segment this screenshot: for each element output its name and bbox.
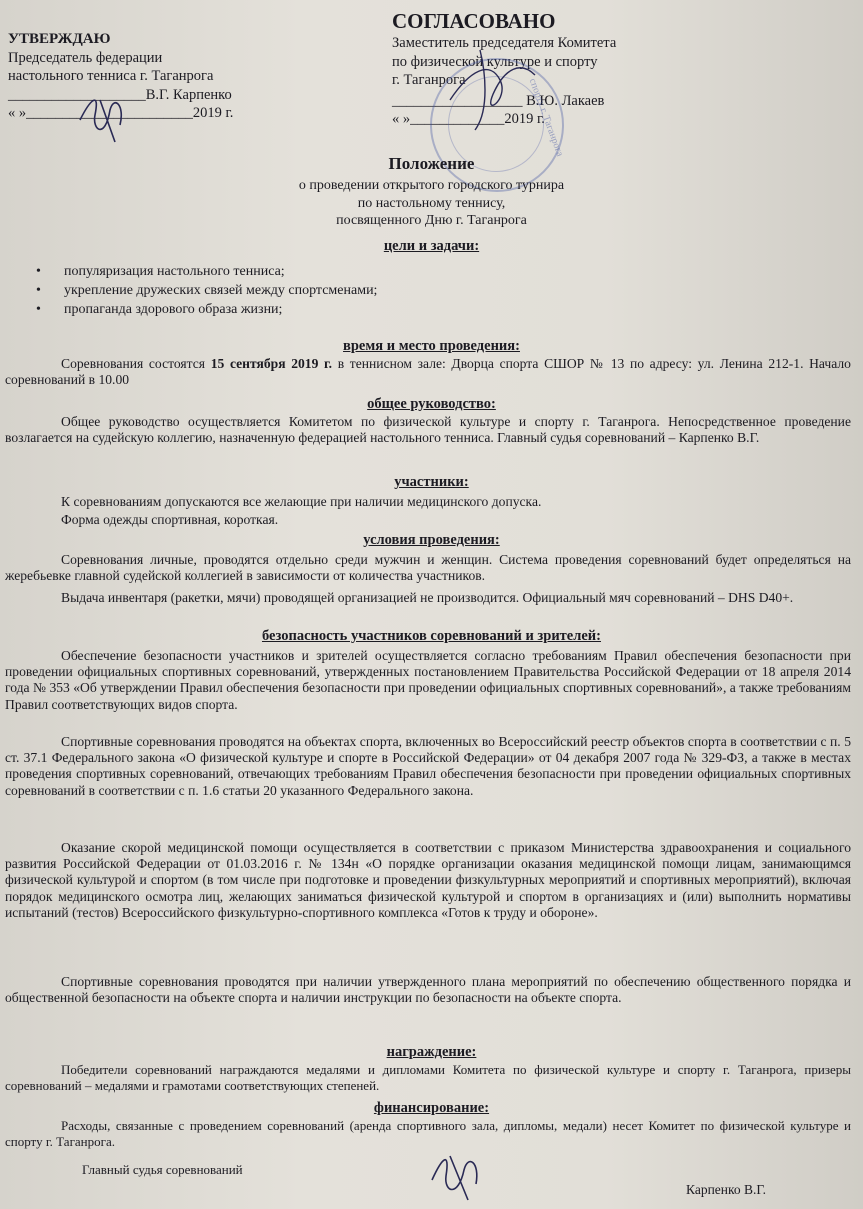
safety-p4-content: Спортивные соревнования проводятся при наличии утвержденного плана мероприятий по обеспечению общественного порядка и общественной безопасности на объекте спорта и наличии инструкции по безопасности на объекте спорта. — [5, 974, 851, 1006]
place-date: 15 сентября 2019 г. — [210, 356, 333, 371]
conditions-p1-content: Соревнования личные, проводятся отдельно среди мужчин и женщин. Система проведения соревнований будет определяться на жеребьевке главной судейской коллегией в зависимости от количества участников. — [5, 552, 851, 584]
participants-heading: участники: — [394, 474, 469, 490]
signature-lakaev — [440, 40, 550, 140]
place-heading: время и место проведения: — [343, 338, 520, 354]
subtitle-line-1: о проведении открытого городского турнира — [298, 178, 565, 193]
agreed-line-1: Заместитель председателя Комитета — [392, 35, 617, 51]
safety-p1 — [5, 648, 851, 713]
document-title: Положение — [388, 154, 475, 173]
approve-line-2: настольного тенниса г. Таганрога — [8, 68, 214, 84]
finance-heading: финансирование: — [373, 1100, 490, 1116]
goal-item: • популяризация настольного тенниса; — [36, 262, 736, 281]
approve-line-1: Председатель федерации — [8, 49, 163, 66]
management-text-content: Общее руководство осуществляется Комитетом по физической культуре и спорту г. Таганрога. Непосредственное проведение возлагается на судейскую коллегию, назначенную федерацией настольного тенниса. Главный судья соревнований – Карпенко В.Г. — [5, 414, 851, 446]
approve-block — [8, 30, 338, 123]
goal-item: • пропаганда здорового образа жизни; — [36, 300, 736, 319]
agreed-line-2: по физической культуре и спорту — [392, 53, 598, 70]
subtitle-line-2: по настольному теннису, — [357, 195, 506, 211]
goals-list — [36, 262, 736, 319]
goal-item: • укрепление дружеских связей между спортсменами; — [36, 281, 736, 300]
safety-p2 — [5, 734, 851, 799]
approve-line-3: ___________________В.Г. Карпенко — [8, 86, 232, 103]
safety-heading: безопасность участников соревнований и зрителей: — [261, 628, 601, 644]
management-text — [5, 414, 851, 446]
conditions-heading: условия проведения: — [363, 532, 500, 548]
agreed-title: СОГЛАСОВАНО — [392, 9, 556, 33]
safety-p2-content: Спортивные соревнования проводятся на объектах спорта, включенных во Всероссийский реестр объектов спорта в соответствии с п. 5 ст. 37.1 Федерального закона «О физической культуре и спорте в Российской Федерации» от 04 декабря 2007 года № 329-ФЗ, а также в местах проведения спортивных соревнований, отвечающих требованиям Правил обеспечения безопасности при проведении официальных спортивных соревнований в соответствии с п. 1.6 статьи 20 указанного Федерального закона. — [5, 734, 851, 798]
management-heading: общее руководство: — [367, 396, 496, 412]
agreed-line-4: __________________ В.Ю. Лакаев — [392, 92, 605, 109]
signature-karpenko-top — [70, 80, 140, 150]
approve-line-4: « »_______________________2019 г. — [8, 105, 234, 121]
footer-name: Карпенко В.Г. — [686, 1182, 767, 1197]
award-text — [5, 1062, 851, 1094]
place-text-2: в теннисном зале: Дворца спорта СШОР № 13 по адресу: ул. Ленина 212-1. Начало соревнований в 10.00 — [5, 356, 851, 388]
agreed-line-5: « »_____________2019 г. — [392, 111, 545, 127]
conditions-p2 — [5, 590, 851, 606]
footer-role: Главный судья соревнований — [82, 1162, 243, 1177]
conditions-p1 — [5, 552, 851, 584]
participants-line-2: Форма одежды спортивная, короткая. — [61, 512, 279, 527]
goals-heading: цели и задачи: — [383, 238, 480, 254]
place-text-1: Соревнования состоятся — [61, 356, 211, 371]
safety-p1-content: Обеспечение безопасности участников и зрителей осуществляется согласно требованиям Правил обеспечения безопасности при проведении официальных спортивных соревнований, утвержденных постановлением Правительства Российской Федерации от 18 апреля 2014 года № 353 «Об утверждении Правил обеспечения безопасности при проведении официальных спортивных соревнований», а также требованиям Правил соответствующих видов спорта. — [5, 648, 851, 712]
participants-line-1: К соревнованиям допускаются все желающие при наличии медицинского допуска. — [61, 494, 542, 509]
conditions-p2-content: Выдача инвентаря (ракетки, мячи) проводящей организацией не производится. Официальный мяч соревнований – DHS D40+. — [61, 590, 794, 605]
approve-title: УТВЕРЖДАЮ — [8, 31, 111, 47]
finance-text-content: Расходы, связанные с проведением соревнований (аренда спортивного зала, дипломы, медали) несет Комитет по физической культуре и спорту г. Таганрога. — [5, 1118, 851, 1150]
stamp-text: спорту г. Таганрога — [526, 77, 566, 158]
safety-p3 — [5, 840, 851, 921]
subtitle-line-3: посвященного Дню г. Таганрога — [336, 213, 527, 228]
document-subtitle — [0, 177, 863, 230]
award-text-content: Победители соревнований награждаются медалями и дипломами Комитета по физической культуре и спорту г. Таганрога, призеры соревнований – медалями и грамотами соответствующих степеней. — [5, 1062, 851, 1094]
award-heading: награждение: — [386, 1044, 477, 1060]
safety-p4 — [5, 974, 851, 1006]
agreed-line-3: г. Таганрога — [392, 72, 466, 88]
place-text — [5, 356, 851, 388]
safety-p3-content: Оказание скорой медицинской помощи осуществляется в соответствии с приказом Министерства здравоохранения и социального развития Российской Федерации от 01.03.2016 г. № 134н «О порядке организации оказания медицинской помощи лицам, занимающимся физической культурой и спортом (в том числе при подготовке и проведении физкультурных мероприятий и спортивных мероприятий), включая порядок медицинского осмотра лиц, желающих заниматься физической культурой и спортом в организациях и (или) выполнить нормативы испытаний (тестов) Всероссийского физкультурно-спортивного комплекса «Готов к труду и обороне». — [5, 840, 851, 920]
signature-karpenko-bottom — [420, 1140, 500, 1206]
